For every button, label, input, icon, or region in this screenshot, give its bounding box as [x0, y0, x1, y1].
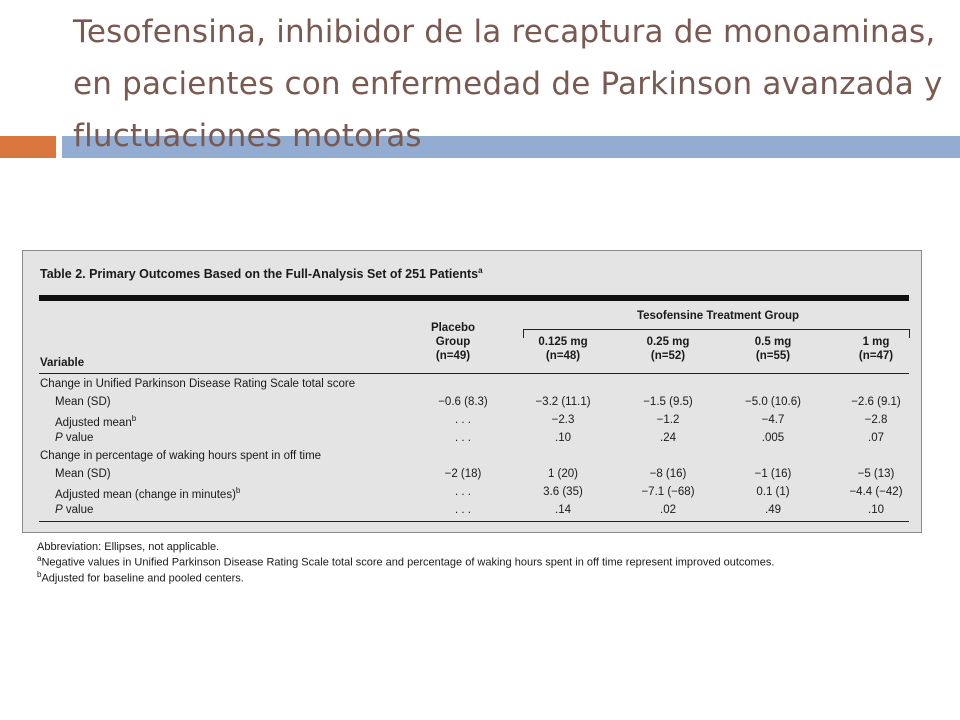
- row-label: Mean (SD): [55, 396, 111, 408]
- column-header-05mg: 0.5 mg (n=55): [754, 336, 792, 362]
- table-cell: . . .: [455, 414, 471, 426]
- table-cell: 0.1 (1): [756, 486, 790, 498]
- row-label: P value: [55, 504, 94, 516]
- column-header-1mg: 1 mg (n=47): [858, 336, 894, 362]
- table-row: [23, 450, 923, 468]
- table-title: Table 2. Primary Outcomes Based on the Full-Analysis Set of 251 Patients$^a$: [40, 266, 483, 282]
- slide-title: Tesofensina, inhibidor de la recaptura de monoaminas, en pacientes con enfermedad de Parkinson avanzada y fluctuaciones motoras: [73, 14, 943, 154]
- table-cell: .24: [660, 432, 676, 444]
- accent-bar-orange: [0, 136, 56, 158]
- table-top-rule: [39, 295, 909, 301]
- row-label: Change in Unified Parkinson Disease Rating Scale total score: [40, 378, 356, 390]
- table-cell: . . .: [455, 432, 471, 444]
- table-cell: −4.4 (−42): [849, 486, 903, 498]
- table-bottom-rule: [39, 521, 909, 522]
- footnote-abbreviation: Abbreviation: Ellipses, not applicable.: [37, 541, 220, 553]
- table-cell: −2.8: [864, 414, 888, 426]
- table-row: [23, 432, 923, 450]
- table-cell: . . .: [455, 504, 471, 516]
- variable-header: Variable: [40, 357, 85, 369]
- row-label: Adjusted mean$^b$: [55, 414, 137, 429]
- table-cell: 1 (20): [547, 468, 579, 480]
- table-row: [23, 396, 923, 414]
- footnotes: [37, 542, 774, 584]
- table-cell: −2.3: [551, 414, 575, 426]
- row-label: Mean (SD): [55, 468, 111, 480]
- table-cell: −5 (13): [857, 468, 895, 480]
- group-header: Tesofensine Treatment Group: [636, 310, 800, 322]
- table-cell: .49: [765, 504, 781, 516]
- table-cell: −2 (18): [444, 468, 482, 480]
- footnote-b: $^b$Adjusted for baseline and pooled centers.: [37, 569, 244, 585]
- table-cell: −1 (16): [754, 468, 792, 480]
- table-cell: −0.6 (8.3): [438, 396, 488, 408]
- row-label: Adjusted mean (change in minutes)$^b$: [55, 486, 241, 501]
- table-cell: −4.7: [761, 414, 785, 426]
- table-row: [23, 486, 923, 504]
- table-cell: −1.2: [656, 414, 680, 426]
- table-cell: 3.6 (35): [543, 486, 583, 498]
- header-rule: [39, 373, 909, 374]
- table-cell: .14: [555, 504, 571, 516]
- table-row: [23, 414, 923, 432]
- table-cell: .10: [868, 504, 884, 516]
- footnote-a: $^a$Negative values in Unified Parkinson Disease Rating Scale total score and percentage of waking hours spent in off time represent improved outcomes.: [37, 554, 775, 569]
- table-cell: −8 (16): [649, 468, 687, 480]
- outcomes-table: [22, 250, 922, 533]
- column-header-placebo: Placebo Group (n=49): [430, 322, 476, 362]
- table-cell: −5.0 (10.6): [745, 396, 801, 408]
- table-row: [23, 504, 923, 522]
- table-row: [23, 378, 923, 396]
- table-cell: .005: [761, 432, 785, 444]
- column-header-025mg: 0.25 mg (n=52): [646, 336, 690, 362]
- table-cell: .10: [555, 432, 571, 444]
- table-cell: −1.5 (9.5): [643, 396, 693, 408]
- table-cell: .07: [868, 432, 884, 444]
- table-cell: −2.6 (9.1): [851, 396, 901, 408]
- table-cell: .02: [660, 504, 676, 516]
- table-row: [23, 468, 923, 486]
- table-cell: −3.2 (11.1): [535, 396, 591, 408]
- row-label: P value: [55, 432, 94, 444]
- column-header-0125mg: 0.125 mg (n=48): [538, 336, 588, 362]
- table-cell: . . .: [455, 486, 471, 498]
- row-label: Change in percentage of waking hours spent in off time: [40, 450, 322, 462]
- table-cell: −7.1 (−68): [641, 486, 695, 498]
